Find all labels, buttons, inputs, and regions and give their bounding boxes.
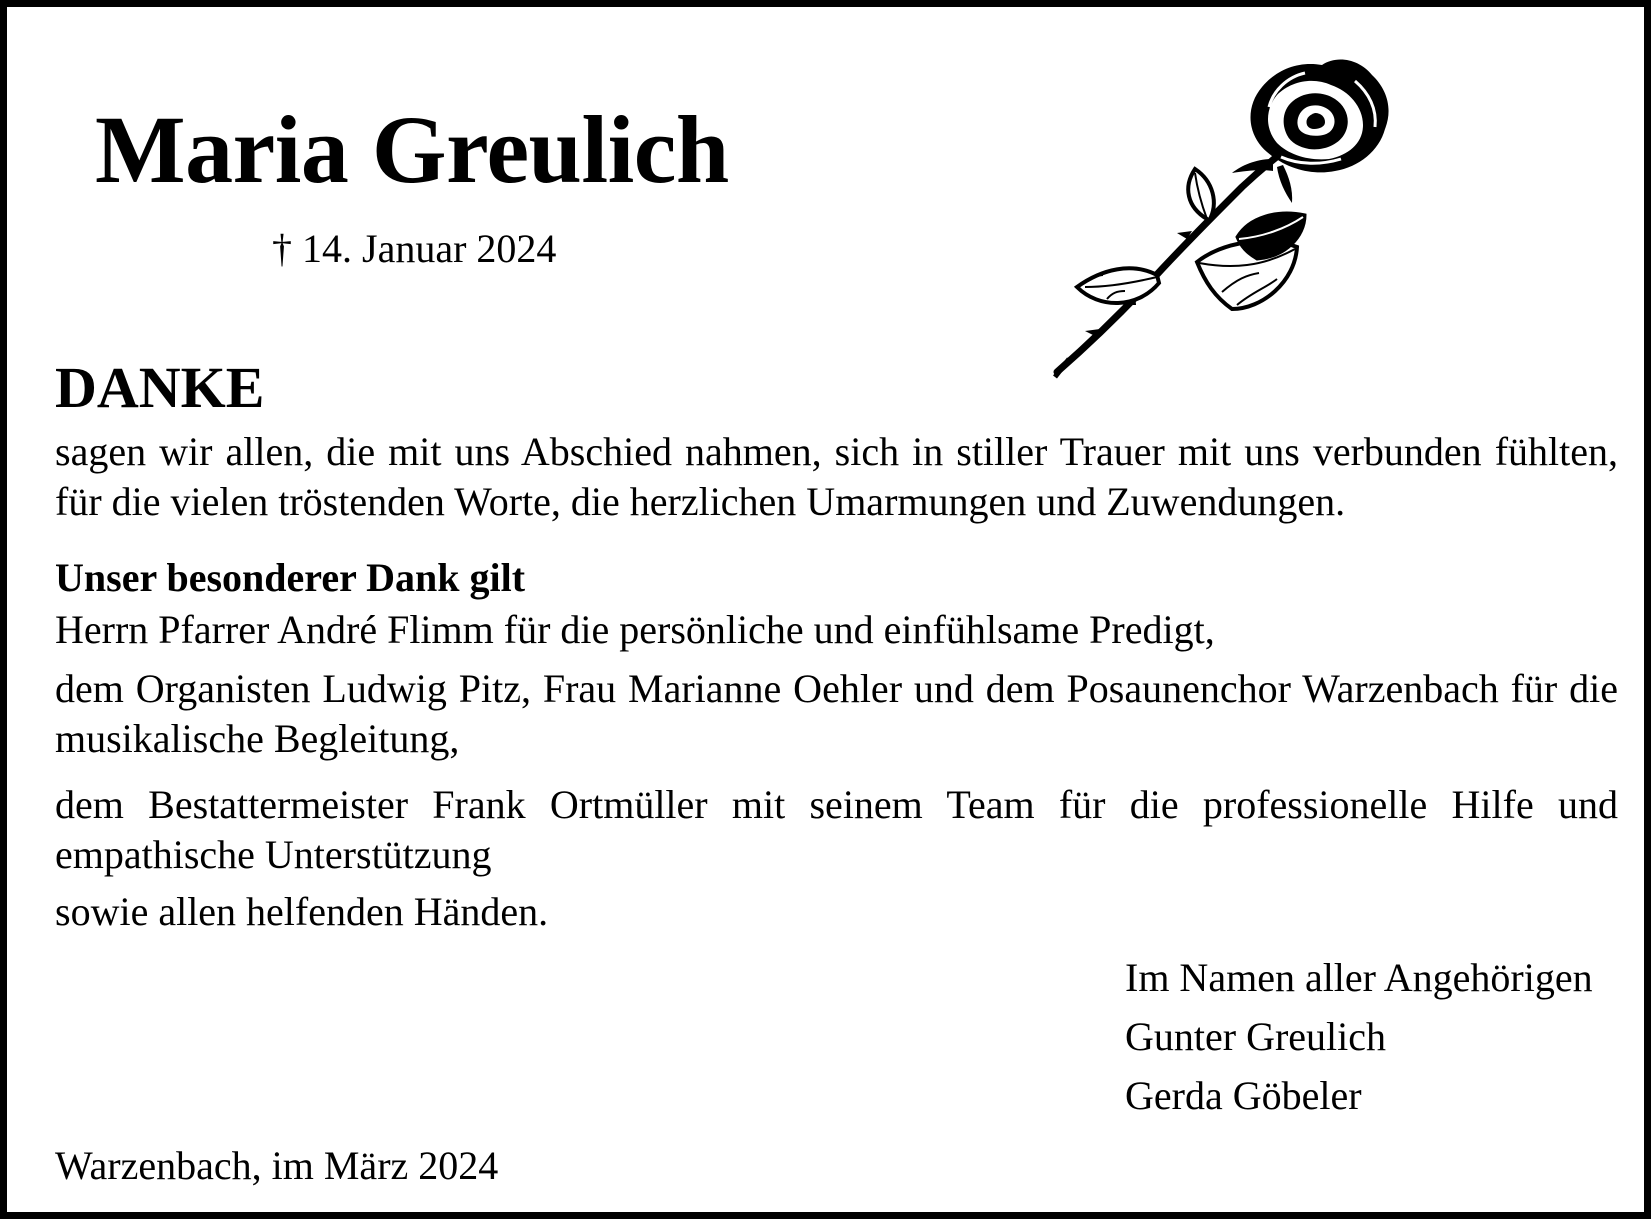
thanks-item: Herrn Pfarrer André Flimm für die persönliche und einfühlsame Predigt, — [55, 607, 1215, 652]
thanks-item: dem Organisten Ludwig Pitz, Frau Marianne Oehler und dem Posaunenchor Warzenbach für die musikalische Begleitung, — [55, 666, 1618, 761]
intro-paragraph: sagen wir allen, die mit uns Abschied nahmen, sich in stiller Trauer mit uns verbunden fühlten, für die vielen tröstenden Worte, die herzlichen Umarmungen und Zuwendungen. — [55, 429, 1618, 524]
thanks-heading: DANKE — [55, 355, 265, 420]
thanks-item: sowie allen helfenden Händen. — [55, 889, 549, 934]
deceased-name: Maria Greulich — [95, 96, 729, 203]
place-date: Warzenbach, im März 2024 — [55, 1143, 499, 1188]
signature-line: Gunter Greulich — [1125, 1014, 1387, 1059]
death-date: † 14. Januar 2024 — [272, 226, 557, 271]
signature-line: Im Namen aller Angehörigen — [1125, 955, 1593, 1000]
thanks-item: dem Bestattermeister Frank Ortmüller mit seinem Team für die professionelle Hilfe und empathische Unterstützung — [55, 782, 1618, 877]
rose-icon — [1037, 47, 1457, 417]
signature-line: Gerda Göbeler — [1125, 1073, 1362, 1118]
special-thanks-heading: Unser besonderer Dank gilt — [55, 555, 526, 600]
